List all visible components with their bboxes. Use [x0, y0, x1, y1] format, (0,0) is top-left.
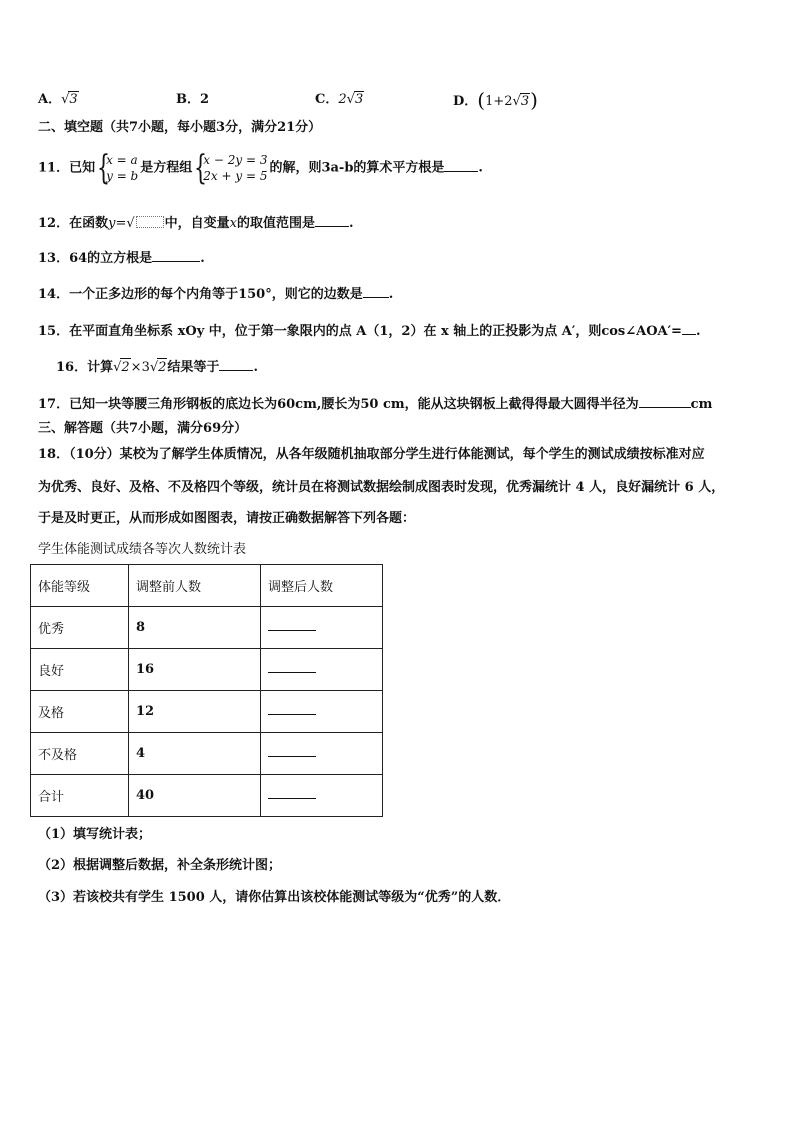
sub-question-2: （2）根据调整后数据，补全条形统计图；: [38, 858, 282, 873]
before-count-cell: 12: [129, 691, 261, 733]
question-11: 11．已知 { x = a y = b 是方程组 { x − 2y = 3 2x + y = 5 的解，则3a-b的算术平方根是 .: [38, 148, 483, 188]
answer-blank[interactable]: [363, 285, 389, 298]
before-count-cell: 16: [129, 649, 261, 691]
question-18-line-3: 于是及时更正，从而形成如图图表，请按正确数据解答下列各题：: [38, 511, 416, 526]
option-b: B．2: [176, 92, 210, 107]
after-count-blank[interactable]: [268, 704, 316, 715]
question-16: 16．计算√2×3√2结果等于 .: [56, 360, 258, 375]
header-after: 调整后人数: [261, 565, 383, 607]
question-18-line-2: 为优秀、良好、及格、不及格四个等级，统计员在将测试数据绘制成图表时发现，优秀漏统计 4 人，良好漏统计 6 人，: [38, 480, 725, 495]
question-13: 13．64的立方根是 .: [38, 251, 205, 266]
answer-blank[interactable]: [682, 322, 696, 335]
equation-given: { x = a y = b: [97, 148, 139, 188]
grade-cell: 优秀: [31, 607, 129, 649]
answer-blank[interactable]: [639, 395, 691, 408]
after-count-blank[interactable]: [268, 746, 316, 757]
answer-blank[interactable]: [219, 358, 253, 371]
section-fill-in-heading: 二、填空题（共7小题，每小题3分，满分21分）: [38, 120, 322, 135]
question-18-line-1: 18．（10分）某校为了解学生体质情况，从各年级随机抽取部分学生进行体能测试，每个学生的测试成绩按标准对应: [38, 447, 705, 462]
after-count-blank[interactable]: [268, 662, 316, 673]
before-count-cell: 40: [129, 775, 261, 817]
equation-system: { x − 2y = 3 2x + y = 5: [194, 148, 268, 188]
question-12: 12．在函数y=√ 中，自变量x的取值范围是 .: [38, 216, 354, 231]
before-count-cell: 8: [129, 607, 261, 649]
answer-blank[interactable]: [444, 159, 478, 172]
after-count-blank[interactable]: [268, 788, 316, 799]
table-row: [31, 733, 383, 775]
answer-blank[interactable]: [152, 249, 200, 262]
question-17: 17．已知一块等腰三角形钢板的底边长为60cm,腰长为50 cm，能从这块钢板上截得得最大圆得半径为 cm: [38, 397, 713, 412]
table-title: 学生体能测试成绩各等次人数统计表: [38, 542, 247, 557]
section-answer-heading: 三、解答题（共7小题，满分69分）: [38, 421, 248, 436]
grade-cell: 合计: [31, 775, 129, 817]
header-before: 调整前人数: [129, 565, 261, 607]
option-d: D．(1+2√3): [453, 88, 538, 112]
after-count-blank[interactable]: [268, 620, 316, 631]
grade-cell: 良好: [31, 649, 129, 691]
option-a: A．√3: [38, 92, 78, 107]
grade-cell: 不及格: [31, 733, 129, 775]
header-grade: 体能等级: [31, 565, 129, 607]
radicand-placeholder: [136, 216, 164, 228]
answer-blank[interactable]: [315, 214, 349, 227]
table-row: [31, 775, 383, 817]
table-row: [31, 691, 383, 733]
grade-cell: 及格: [31, 691, 129, 733]
stats-table: [30, 564, 383, 817]
question-14: 14．一个正多边形的每个内角等于150°，则它的边数是 .: [38, 287, 394, 302]
before-count-cell: 4: [129, 733, 261, 775]
question-15: 15．在平面直角坐标系 xOy 中，位于第一象限内的点 A（1，2）在 x 轴上的正投影为点 A′，则cos∠AOA′= .: [38, 324, 701, 339]
table-row: [31, 649, 383, 691]
sub-question-3: （3）若该校共有学生 1500 人，请你估算出该校体能测试等级为“优秀”的人数．: [38, 890, 511, 905]
table-row: [31, 607, 383, 649]
table-header-row: [31, 565, 383, 607]
option-c: C．2√3: [315, 92, 364, 107]
sub-question-1: （1）填写统计表；: [38, 827, 152, 842]
